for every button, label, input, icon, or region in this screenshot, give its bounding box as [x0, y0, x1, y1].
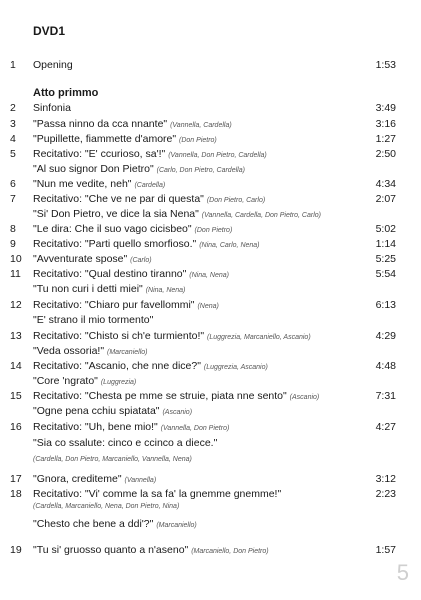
track-cast: (Vannella, Cardella, Don Pietro, Carlo) — [201, 212, 321, 219]
track-duration: 3:12 — [375, 473, 396, 485]
track-cast: (Don Pietro, Carlo) — [206, 197, 266, 204]
track-duration: 2:23 — [375, 488, 396, 500]
track-cast: (Carlo, Don Pietro, Cardella) — [156, 167, 245, 174]
track-cast: (Vannella, Don Pietro) — [160, 425, 230, 432]
track-duration: 7:31 — [375, 390, 396, 402]
track-number: 12 — [10, 299, 22, 311]
track-duration: 1:27 — [375, 133, 396, 145]
track-row — [0, 101, 421, 115]
track-continuation: "Si' Don Pietro, ve dice la sia Nena" (Vannella, Cardella, Don Pietro, Carlo) — [33, 208, 321, 220]
track-title: Recitativo: "E' ccurioso, sa'!" (Vannella, Don Pietro, Cardella) — [33, 148, 267, 160]
track-number: 7 — [10, 193, 16, 205]
track-number: 1 — [10, 59, 16, 71]
track-continuation: "Al suo signor Don Pietro" (Carlo, Don Pietro, Cardella) — [33, 163, 245, 175]
track-row — [0, 487, 421, 501]
track-title: Recitativo: "Che ve ne par di questa" (Don Pietro, Carlo) — [33, 193, 266, 205]
track-title: "Passa ninno da cca nnante" (Vannella, Cardella) — [33, 118, 232, 130]
act-title: Atto primmo — [33, 87, 99, 99]
track-row — [0, 147, 421, 161]
track-title: Sinfonia — [33, 102, 71, 114]
track-number: 19 — [10, 544, 22, 556]
track-title: "Tu si' gruosso quanto a n'aseno" (Marcaniello, Don Pietro) — [33, 544, 269, 556]
track-duration: 5:02 — [375, 223, 396, 235]
track-cast: (Marcaniello) — [107, 349, 148, 356]
track-cast: (Nina, Nena) — [189, 272, 229, 279]
track-duration: 1:57 — [375, 544, 396, 556]
track-number: 14 — [10, 360, 22, 372]
track-number: 2 — [10, 102, 16, 114]
track-title: "Le dira: Che il suo vago cicisbeo" (Don Pietro) — [33, 223, 233, 235]
track-duration: 1:14 — [375, 238, 396, 250]
track-title: Recitativo: "Chesta pe mme se struie, piata nne sento" (Ascanio) — [33, 390, 320, 402]
track-duration: 5:54 — [375, 268, 396, 280]
dvd-title: DVD1 — [33, 24, 66, 38]
cast-line: (Cardella, Don Pietro, Marcaniello, Vannella, Nena) — [33, 456, 192, 463]
track-number: 4 — [10, 133, 16, 145]
track-cast: (Ascanio) — [162, 409, 193, 416]
track-duration: 4:29 — [375, 330, 396, 342]
track-row — [0, 58, 421, 72]
track-title: Recitativo: "Chisto si ch'e turmiento!" (Luggrezia, Marcaniello, Ascanio) — [33, 330, 311, 342]
track-number: 9 — [10, 238, 16, 250]
track-row — [0, 359, 421, 373]
track-duration: 5:25 — [375, 253, 396, 265]
track-row — [0, 252, 421, 266]
track-title: Recitativo: "Parti quello smorfioso." (Nina, Carlo, Nena) — [33, 238, 260, 250]
track-number: 17 — [10, 473, 22, 485]
track-title: Recitativo: "Uh, bene mio!" (Vannella, Don Pietro) — [33, 421, 230, 433]
track-duration: 3:16 — [375, 118, 396, 130]
track-continuation: "Veda ossoria!" (Marcaniello) — [33, 345, 148, 357]
track-cast: (Vannella) — [124, 477, 157, 484]
track-cast: (Cardella) — [134, 182, 166, 189]
track-cast: (Don Pietro) — [179, 137, 217, 144]
track-cast: (Nena) — [197, 303, 219, 310]
track-row — [0, 329, 421, 343]
track-row — [0, 298, 421, 312]
track-number: 5 — [10, 148, 16, 160]
track-duration: 4:34 — [375, 178, 396, 190]
track-title: "Pupillette, fiammette d'amore" (Don Pietro) — [33, 133, 217, 145]
track-title: "Nun me vedite, neh" (Cardella) — [33, 178, 166, 190]
track-number: 16 — [10, 421, 22, 433]
track-row — [0, 222, 421, 236]
track-duration: 1:53 — [375, 59, 396, 71]
track-cast: (Luggrezia, Ascanio) — [203, 364, 268, 371]
track-cast: (Ascanio) — [289, 394, 320, 401]
track-cast: (Don Pietro) — [194, 227, 233, 234]
track-continuation: "Core 'ngrato" (Luggrezia) — [33, 375, 137, 387]
track-duration: 3:49 — [375, 102, 396, 114]
track-row — [0, 117, 421, 131]
track-number: 3 — [10, 118, 16, 130]
track-title: "Avventurate spose" (Carlo) — [33, 253, 152, 265]
track-cast: (Vannella, Don Pietro, Cardella) — [168, 152, 267, 159]
track-number: 6 — [10, 178, 16, 190]
track-cast: (Vannella, Cardella) — [170, 122, 232, 129]
track-number: 11 — [10, 268, 21, 280]
track-row — [0, 420, 421, 434]
track-row — [0, 177, 421, 191]
track-cast: (Luggrezia) — [100, 379, 137, 386]
track-title: "Gnora, crediteme" (Vannella) — [33, 473, 157, 485]
track-continuation: "Chesto che bene a ddi'?" (Marcaniello) — [33, 518, 197, 530]
track-row — [0, 237, 421, 251]
track-cast: (Carlo) — [130, 257, 152, 264]
track-continuation: "Tu non curi i detti miei" (Nina, Nena) — [33, 283, 186, 295]
track-cast: (Marcaniello, Don Pietro) — [191, 548, 269, 555]
track-cast: (Nina, Nena) — [145, 287, 186, 294]
page-number: 5 — [396, 560, 409, 585]
track-row — [0, 543, 421, 557]
track-row — [0, 132, 421, 146]
track-title: Recitativo: "Qual destino tiranno" (Nina, Nena) — [33, 268, 229, 280]
track-title: Opening — [33, 59, 73, 71]
track-row — [0, 389, 421, 403]
track-cast: (Marcaniello) — [156, 522, 197, 529]
track-duration: 6:13 — [375, 299, 396, 311]
track-duration: 4:48 — [375, 360, 396, 372]
cast-line: (Cardella, Marcaniello, Nena, Don Pietro, Nina) — [33, 503, 180, 510]
track-continuation: "Sia co ssalute: cinco e ccinco a diece." — [33, 437, 218, 449]
track-title: Recitativo: "Ascanio, che nne dice?" (Luggrezia, Ascanio) — [33, 360, 268, 372]
track-row — [0, 192, 421, 206]
track-number: 8 — [10, 223, 16, 235]
track-duration: 2:50 — [375, 148, 396, 160]
track-duration: 4:27 — [375, 421, 396, 433]
track-number: 10 — [10, 253, 22, 265]
track-duration: 2:07 — [375, 193, 396, 205]
track-number: 18 — [10, 488, 22, 500]
track-continuation: "Ogne pena cchiu spiatata" (Ascanio) — [33, 405, 193, 417]
track-title: Recitativo: "Chiaro pur favellommi" (Nena) — [33, 299, 219, 311]
track-cast: (Nina, Carlo, Nena) — [199, 242, 260, 249]
track-continuation: "E' strano il mio tormento" — [33, 314, 154, 326]
track-cast: (Luggrezia, Marcaniello, Ascanio) — [207, 334, 311, 341]
track-row — [0, 472, 421, 486]
track-number: 13 — [10, 330, 22, 342]
track-row — [0, 267, 421, 281]
track-number: 15 — [10, 390, 22, 402]
track-title: Recitativo: "Vi' comme la sa fa' la gnemme gnemme!" — [33, 488, 282, 500]
